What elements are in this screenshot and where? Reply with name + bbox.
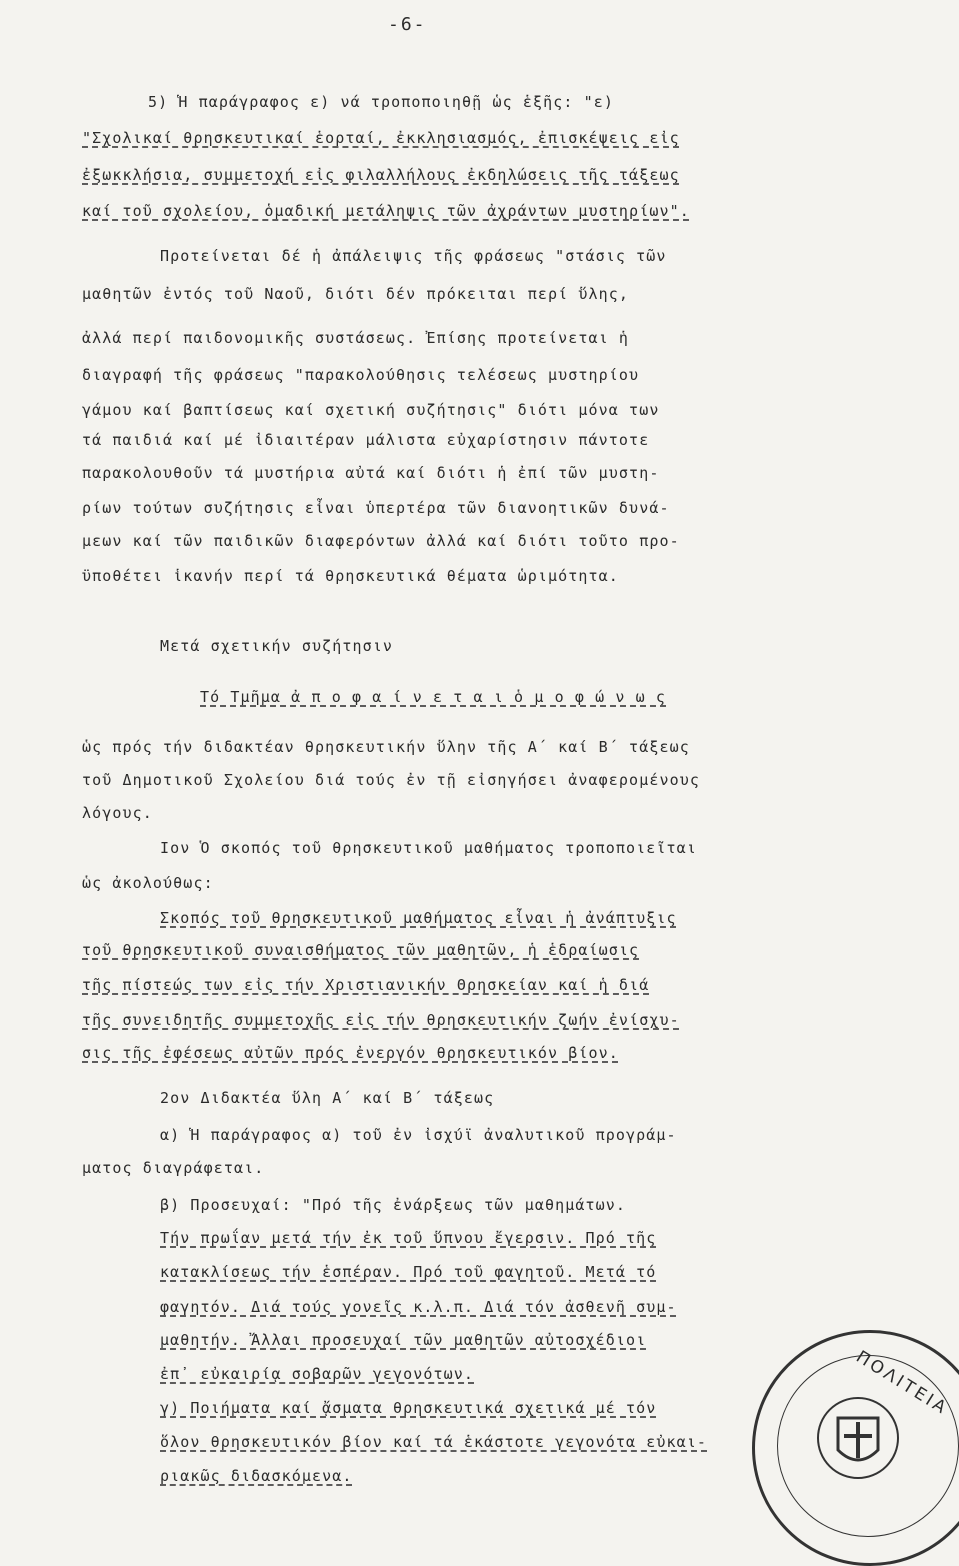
decision-heading: Τό Τμῆμα ἀ π ο φ α ί ν ε τ α ι ὁ μ ο φ ώ ν ω ς (200, 688, 667, 706)
stamp-text: ΠΟΛΙΤΕΙΑ (852, 1347, 952, 1420)
text-line: σις τῆς ἐφέσεως αὐτῶν πρός ἐνεργόν θρησκευτικόν βίον. (82, 1044, 619, 1062)
text-line: τά παιδιά καί μέ ἰδιαιτέραν μάλιστα εὐχαρίστησιν πάντοτε (82, 431, 650, 449)
text-line: λόγους. (82, 804, 153, 822)
text-line: "Σχολικαί θρησκευτικαί ἑορταί, ἐκκλησιασμός, ἐπισκέψεις εἰς (82, 129, 680, 147)
text-line: ρίων τούτων συζήτησις εἶναι ὑπερτέρα τῶν διανοητικῶν δυνά- (82, 499, 670, 517)
text-line: γάμου καί βαπτίσεως καί σχετική συζήτησις" διότι μόνα των (82, 401, 660, 419)
text-line: ὅλον θρησκευτικόν βίον καί τά ἑκάστοτε γεγονότα εὐκαι- (160, 1433, 708, 1451)
text-line: τοῦ θρησκευτικοῦ συναισθήματος τῶν μαθητῶν, ἡ ἑδραίωσις (82, 941, 640, 959)
text-line: ἀλλά περί παιδονομικῆς συστάσεως. Ἐπίσης προτείνεται ἡ (82, 329, 630, 347)
text-line: μαθητῶν ἐντός τοῦ Ναοῦ, διότι δέν πρόκειται περί ὕλης, (82, 285, 630, 303)
text-line: ϋποθέτει ἱκανήν περί τά θρησκευτικά θέματα ὡριμότητα. (82, 567, 619, 585)
text-line: Ιον Ὁ σκοπός τοῦ θρησκευτικοῦ μαθήματος τροποποιεῖται (160, 839, 697, 857)
text-line: ὡς ἀκολούθως: (82, 874, 214, 892)
text-line: 2ον Διδακτέα ὕλη Α΄ καί Β΄ τάξεως (160, 1089, 495, 1107)
coat-of-arms-seal-icon (808, 1388, 908, 1488)
text-line: μαθητήν. Ἄλλαι προσευχαί τῶν μαθητῶν αὐτοσχέδιοι (160, 1331, 647, 1349)
text-line: Τήν πρωΐαν μετά τήν ἐκ τοῦ ὕπνου ἔγερσιν. Πρό τῆς (160, 1229, 657, 1247)
text-line: ὡς πρός τήν διδακτέαν θρησκευτικήν ὕλην τῆς Α΄ καί Β΄ τάξεως (82, 738, 690, 756)
text-line: διαγραφή τῆς φράσεως "παρακολούθησις τελέσεως μυστηρίου (82, 366, 640, 384)
text-line: γ) Ποιήματα καί ᾄσματα θρησκευτικά σχετικά μέ τόν (160, 1399, 657, 1417)
text-line: κατακλίσεως τήν ἑσπέραν. Πρό τοῦ φαγητοῦ. Μετά τό (160, 1263, 657, 1281)
text-line: ριακῶς διδασκόμενα. (160, 1467, 353, 1485)
text-line: β) Προσευχαί: "Πρό τῆς ἐνάρξεως τῶν μαθημάτων. (160, 1196, 627, 1214)
text-line: Προτείνεται δέ ἡ ἀπάλειψις τῆς φράσεως "στάσις τῶν (160, 247, 667, 265)
text-line: ματος διαγράφεται. (82, 1159, 265, 1177)
text-line: Μετά σχετικήν συζήτησιν (160, 637, 394, 655)
text-line: μεων καί τῶν παιδικῶν διαφερόντων ἀλλά καί διότι τοῦτο προ- (82, 532, 680, 550)
text-line: καί τοῦ σχολείου, ὁμαδική μετάληψις τῶν ἀχράντων μυστηρίων". (82, 202, 690, 220)
text-line: παρακολουθοῦν τά μυστήρια αὐτά καί διότι ἡ ἐπί τῶν μυστη- (82, 464, 660, 482)
text-line: ἐπ᾽ εὐκαιρίᾳ σοβαρῶν γεγονότων. (160, 1365, 475, 1383)
text-line: ἐξωκκλήσια, συμμετοχή εἰς φιλαλλήλους ἐκδηλώσεις τῆς τάξεως (82, 166, 680, 184)
text-line: τῆς συνειδητῆς συμμετοχῆς εἰς τήν θρησκευτικήν ζωήν ἐνίσχυ- (82, 1011, 680, 1029)
text-line: τοῦ Δημοτικοῦ Σχολείου διά τούς ἐν τῇ εἰσηγήσει ἀναφερομένους (82, 771, 700, 789)
text-line: φαγητόν. Διά τούς γονεῖς κ.λ.π. Διά τόν ἀσθενῆ συμ- (160, 1298, 677, 1316)
text-line: α) Ἡ παράγραφος α) τοῦ ἐν ἰσχύϊ ἀναλυτικοῦ προγράμ- (160, 1126, 677, 1144)
text-line: τῆς πίστεώς των εἰς τήν Χριστιανικήν Θρησκείαν καί ἡ διά (82, 976, 650, 994)
page-number: -6- (388, 14, 427, 35)
text-line: 5) Ἡ παράγραφος ε) νά τροποποιηθῇ ὡς ἑξῆς: "ε) (148, 93, 615, 111)
text-line: Σκοπός τοῦ θρησκευτικοῦ μαθήματος εἶναι ἡ ἀνάπτυξις (160, 909, 677, 927)
